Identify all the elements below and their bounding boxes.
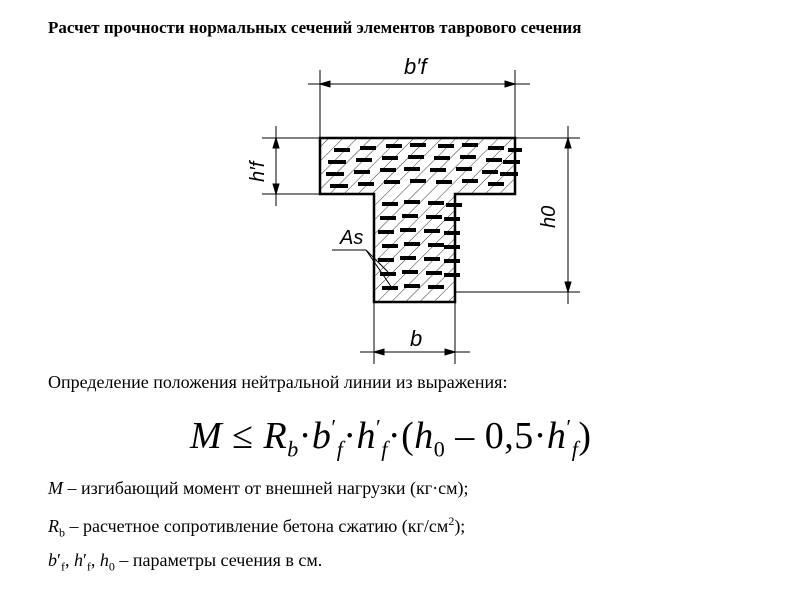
dimension-bf: [308, 70, 530, 138]
label-as: As: [340, 227, 364, 249]
def-p-b: b: [48, 550, 57, 570]
formula-r: R: [263, 415, 288, 457]
def-r-end: );: [454, 516, 466, 536]
formula-close: ): [578, 415, 592, 457]
def-p-zero: 0: [108, 559, 115, 574]
formula-h: h: [356, 415, 376, 457]
formula-f-2: f: [381, 436, 388, 462]
formula-r-sub: b: [287, 436, 299, 462]
def-r-symbol: R: [48, 516, 59, 536]
label-b: b: [410, 326, 423, 351]
formula-prime-3: ′: [566, 414, 572, 440]
def-r-sup: 2: [448, 514, 455, 528]
formula-f-3: f: [571, 436, 579, 462]
def-p-comma-2: ,: [90, 550, 100, 570]
tee-section-outline: [320, 138, 515, 302]
def-p-h0: h: [99, 550, 109, 570]
formula-m: M: [190, 415, 223, 457]
def-m-text: – изгибающий момент от внешней нагрузки (кг·см);: [63, 478, 469, 498]
definition-rb: [48, 514, 465, 541]
definition-params: [48, 550, 322, 575]
dimension-hf: [262, 126, 320, 206]
neutral-line-formula: [190, 414, 591, 463]
intro-text: Определение положения нейтральной линии из выражения:: [48, 372, 508, 392]
page-title: Расчет прочности нормальных сечений элементов таврового сечения: [48, 18, 582, 37]
def-p-text: – параметры сечения в см.: [114, 550, 323, 570]
formula-f-1: f: [336, 436, 344, 462]
def-p-comma-1: ,: [64, 550, 74, 570]
def-p-prime-2: ′: [82, 550, 87, 570]
formula-h0: h: [414, 415, 434, 457]
label-bf: b′f: [404, 54, 427, 79]
def-p-f-2: f: [86, 559, 91, 574]
def-p-prime-1: ′: [57, 550, 61, 570]
formula-b: b: [311, 415, 332, 457]
def-r-sub: b: [59, 525, 65, 540]
def-p-f-1: f: [60, 559, 65, 574]
formula-open: (: [401, 415, 415, 457]
def-r-text: – расчетное сопротивление бетона сжатию (кг/см: [65, 516, 449, 536]
formula-minus: – 0,5·: [445, 415, 547, 457]
label-hf: h′f: [247, 161, 269, 182]
formula-prime-2: ′: [375, 414, 382, 440]
formula-prime-1: ′: [331, 414, 337, 440]
def-m-symbol: M: [48, 478, 63, 498]
formula-h-2: h: [546, 415, 567, 457]
formula-dot-2: ·: [343, 415, 357, 457]
formula-zero: 0: [433, 436, 446, 462]
def-p-h: h: [73, 550, 83, 570]
definition-m: [48, 478, 469, 499]
formula-le: ≤: [222, 415, 264, 457]
label-h0: h0: [538, 205, 560, 228]
formula-dot-1: ·: [298, 415, 312, 457]
formula-dot-3: ·: [387, 415, 402, 457]
